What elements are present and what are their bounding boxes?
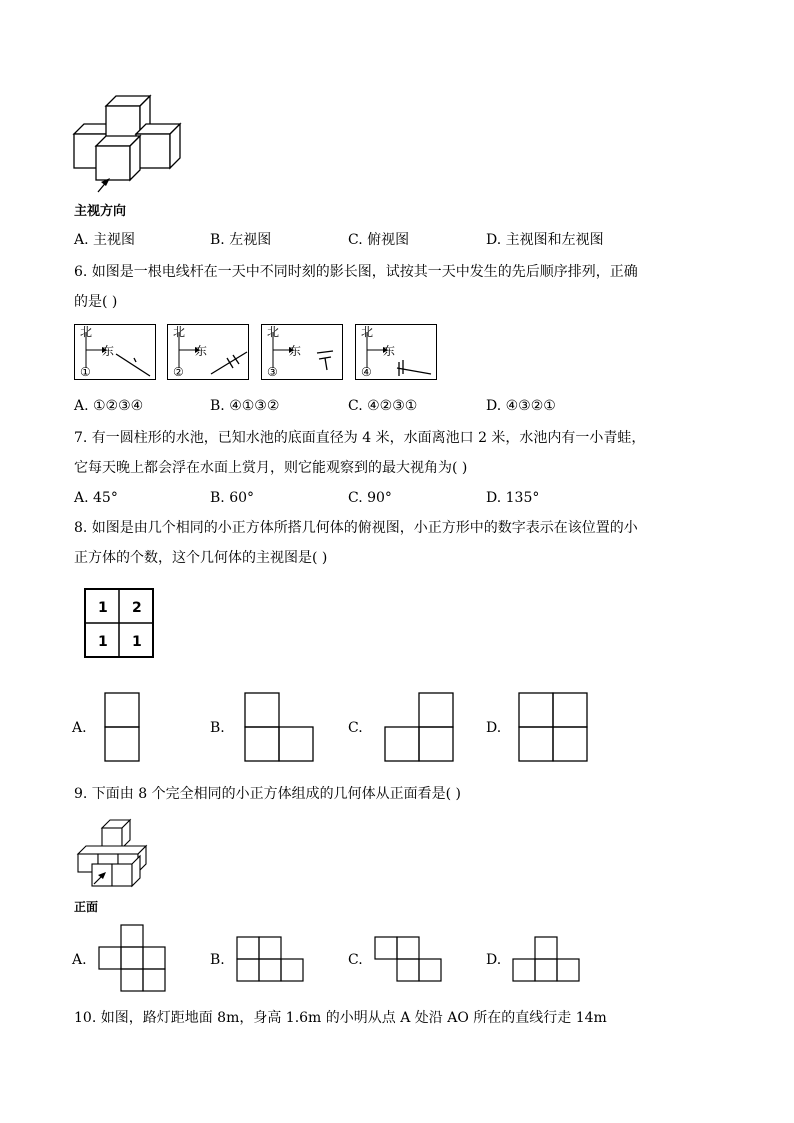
q7-option-a[interactable]: A. 45° <box>74 490 118 506</box>
q5-cube-figure <box>70 92 190 192</box>
q9-question-line1: 9. 下面由 8 个完全相同的小正方体组成的几何体从正面看是( ) <box>74 786 461 802</box>
q6-panel-3-drawing <box>261 324 343 380</box>
q6-panel-4-east: 东 <box>383 344 396 358</box>
q9-option-a-figure[interactable] <box>98 924 168 994</box>
q6-panel-3-north: 北 <box>267 325 280 339</box>
q6-question-line1: 6. 如图是一根电线杆在一天中不同时刻的影长图，试按其一天中发生的先后顺序排列，正确 <box>74 264 638 280</box>
q6-panel-2-drawing <box>167 324 249 380</box>
q6-panel-1-num: ① <box>80 365 91 379</box>
q6-panel-3-east: 东 <box>289 344 302 358</box>
q9-option-a-label[interactable]: A. <box>72 952 87 968</box>
q6-panel-1-drawing <box>74 324 156 380</box>
q8-option-b-label[interactable]: B. <box>210 720 225 736</box>
q8-question-line2: 正方体的个数，这个几何体的主视图是( ) <box>74 550 328 566</box>
q9-option-c-figure[interactable] <box>374 936 444 984</box>
q8-option-d-figure[interactable] <box>518 692 590 762</box>
q8-option-c-label[interactable]: C. <box>348 720 363 736</box>
q8-option-b-figure[interactable] <box>244 692 316 762</box>
q7-question-line2: 它每天晚上都会浮在水面上赏月，则它能观察到的最大视角为( ) <box>74 460 468 476</box>
q9-option-b-label[interactable]: B. <box>210 952 225 968</box>
q8-grid-cell-4: 1 <box>132 634 142 650</box>
q8-option-a-label[interactable]: A. <box>72 720 87 736</box>
q7-option-b[interactable]: B. 60° <box>210 490 255 506</box>
q6-panel-2-north: 北 <box>173 325 186 339</box>
q7-option-c[interactable]: C. 90° <box>348 490 392 506</box>
q6-option-a[interactable]: A. ①②③④ <box>74 398 144 414</box>
q5-option-c[interactable]: C. 俯视图 <box>348 232 410 248</box>
q9-option-d-label[interactable]: D. <box>486 952 502 968</box>
q8-option-a-figure[interactable] <box>104 692 140 762</box>
q6-option-c[interactable]: C. ④②③① <box>348 398 418 414</box>
q6-panel-4-drawing <box>355 324 437 380</box>
q5-option-d[interactable]: D. 主视图和左视图 <box>486 232 604 248</box>
q9-cube-figure <box>74 812 160 892</box>
q6-panel-4-num: ④ <box>361 365 372 379</box>
q10-question-line1: 10. 如图，路灯距地面 8m，身高 1.6m 的小明从点 A 处沿 AO 所在的直线行走 14m <box>74 1010 607 1026</box>
q6-panel-3-num: ③ <box>267 365 278 379</box>
q8-option-d-label[interactable]: D. <box>486 720 502 736</box>
q8-option-c-figure[interactable] <box>384 692 456 762</box>
q6-panel-1-east: 东 <box>102 344 115 358</box>
q5-option-a[interactable]: A. 主视图 <box>74 232 136 248</box>
q5-option-b[interactable]: B. 左视图 <box>210 232 272 248</box>
q6-panel-1-north: 北 <box>80 325 93 339</box>
q6-panel-2-num: ② <box>173 365 184 379</box>
q8-grid-cell-2: 2 <box>132 600 142 616</box>
q6-panel-4-north: 北 <box>361 325 374 339</box>
q6-option-d[interactable]: D. ④③②① <box>486 398 556 414</box>
q5-direction-label: 主视方向 <box>74 204 127 219</box>
q7-question-line1: 7. 有一圆柱形的水池，已知水池的底面直径为 4 米，水面离池口 2 米，水池内有一小青蛙， <box>74 430 646 446</box>
q9-option-d-figure[interactable] <box>512 936 582 984</box>
q9-front-label: 正面 <box>74 900 99 914</box>
q9-option-b-figure[interactable] <box>236 936 306 984</box>
q7-option-d[interactable]: D. 135° <box>486 490 540 506</box>
q6-question-line2: 的是( ) <box>74 294 118 310</box>
q8-question-line1: 8. 如图是由几个相同的小正方体所搭几何体的俯视图，小正方形中的数字表示在该位置的小 <box>74 520 638 536</box>
q8-grid-cell-1: 1 <box>98 600 108 616</box>
q9-option-c-label[interactable]: C. <box>348 952 363 968</box>
q8-top-view-grid <box>84 588 154 658</box>
q6-option-b[interactable]: B. ④①③② <box>210 398 280 414</box>
q8-grid-cell-3: 1 <box>98 634 108 650</box>
q6-panel-2-east: 东 <box>195 344 208 358</box>
